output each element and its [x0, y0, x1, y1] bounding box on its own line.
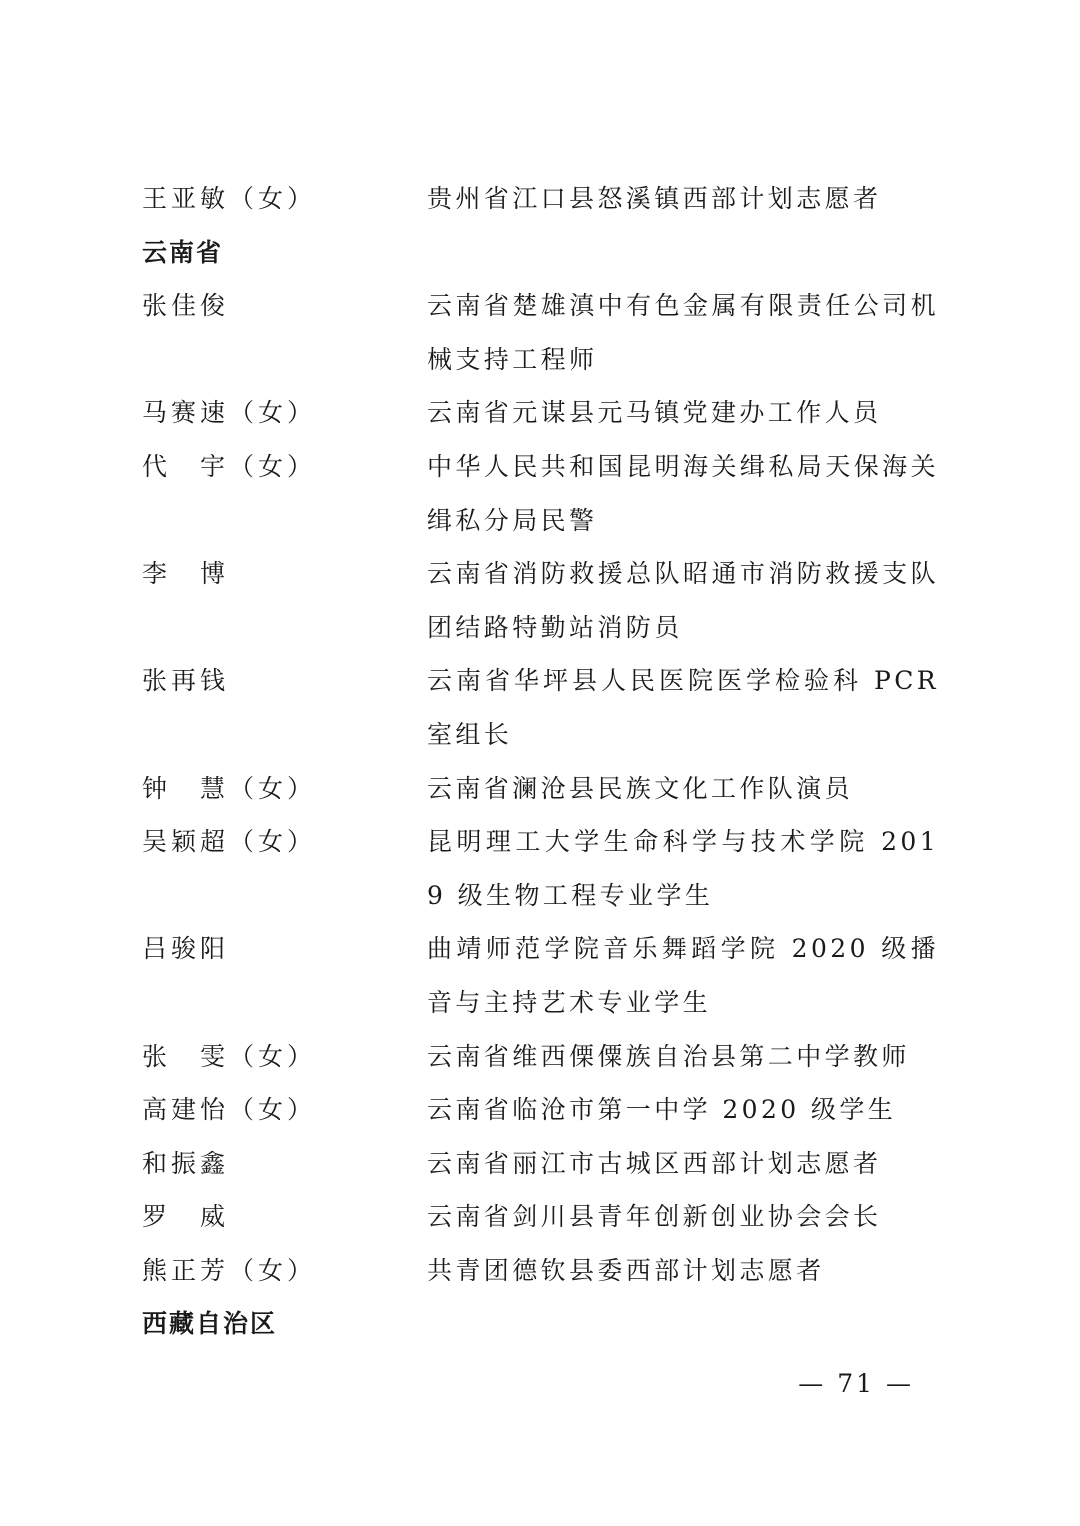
person-name: 李 博 [142, 559, 230, 589]
person-name: 吕骏阳 [142, 934, 230, 964]
person-name: 代 宇（女） [142, 451, 317, 481]
person-title: 云南省维西傈僳族自治县第二中学教师 [427, 1041, 910, 1071]
page-number: — 71 — [798, 1369, 914, 1398]
list-item [142, 440, 942, 547]
province-heading: 西藏自治区 [142, 1309, 278, 1339]
list-item [142, 1190, 942, 1244]
person-title: 云南省华坪县人民医院医学检验科 PCR 室组长 [427, 666, 939, 749]
person-title: 云南省剑川县青年创新创业协会会长 [427, 1202, 882, 1232]
list-item [142, 654, 942, 761]
person-name: 罗 威 [142, 1202, 230, 1232]
list-item [142, 172, 942, 226]
person-name: 吴颖超（女） [142, 827, 317, 857]
list-item [142, 1244, 942, 1298]
list-item [142, 386, 942, 440]
list-item [142, 1030, 942, 1084]
person-name: 张再钱 [142, 666, 230, 696]
person-title: 共青团德钦县委西部计划志愿者 [427, 1255, 825, 1285]
list-item [142, 279, 942, 386]
person-title: 云南省消防救援总队昭通市消防救援支队团结路特勤站消防员 [427, 559, 939, 642]
list-item [142, 815, 942, 922]
person-title: 云南省澜沧县民族文化工作队演员 [427, 773, 854, 803]
list-item [142, 1083, 942, 1137]
list-item [142, 762, 942, 816]
person-name: 和振鑫 [142, 1148, 230, 1178]
person-title: 云南省丽江市古城区西部计划志愿者 [427, 1148, 882, 1178]
person-title: 云南省临沧市第一中学 2020 级学生 [427, 1095, 897, 1125]
person-name: 高建怡（女） [142, 1095, 317, 1125]
province-heading: 云南省 [142, 237, 224, 267]
list-item [142, 1137, 942, 1191]
honor-list [142, 172, 942, 1351]
person-title: 贵州省江口县怒溪镇西部计划志愿者 [427, 184, 882, 213]
list-item [142, 922, 942, 1029]
person-title: 曲靖师范学院音乐舞蹈学院 2020 级播音与主持艺术专业学生 [427, 934, 939, 1017]
person-name: 张 雯（女） [142, 1041, 317, 1071]
person-name: 王亚敏（女） [142, 184, 317, 213]
person-name: 马赛速（女） [142, 398, 317, 428]
person-name: 张佳俊 [142, 291, 230, 321]
person-title: 云南省楚雄滇中有色金属有限责任公司机械支持工程师 [427, 291, 939, 374]
person-name: 钟 慧（女） [142, 773, 317, 803]
person-title: 云南省元谋县元马镇党建办工作人员 [427, 398, 882, 428]
person-title: 中华人民共和国昆明海关缉私局天保海关缉私分局民警 [427, 451, 939, 535]
list-item [142, 547, 942, 654]
person-name: 熊正芳（女） [142, 1255, 317, 1285]
person-title: 昆明理工大学生命科学与技术学院 2019 级生物工程专业学生 [427, 827, 939, 910]
